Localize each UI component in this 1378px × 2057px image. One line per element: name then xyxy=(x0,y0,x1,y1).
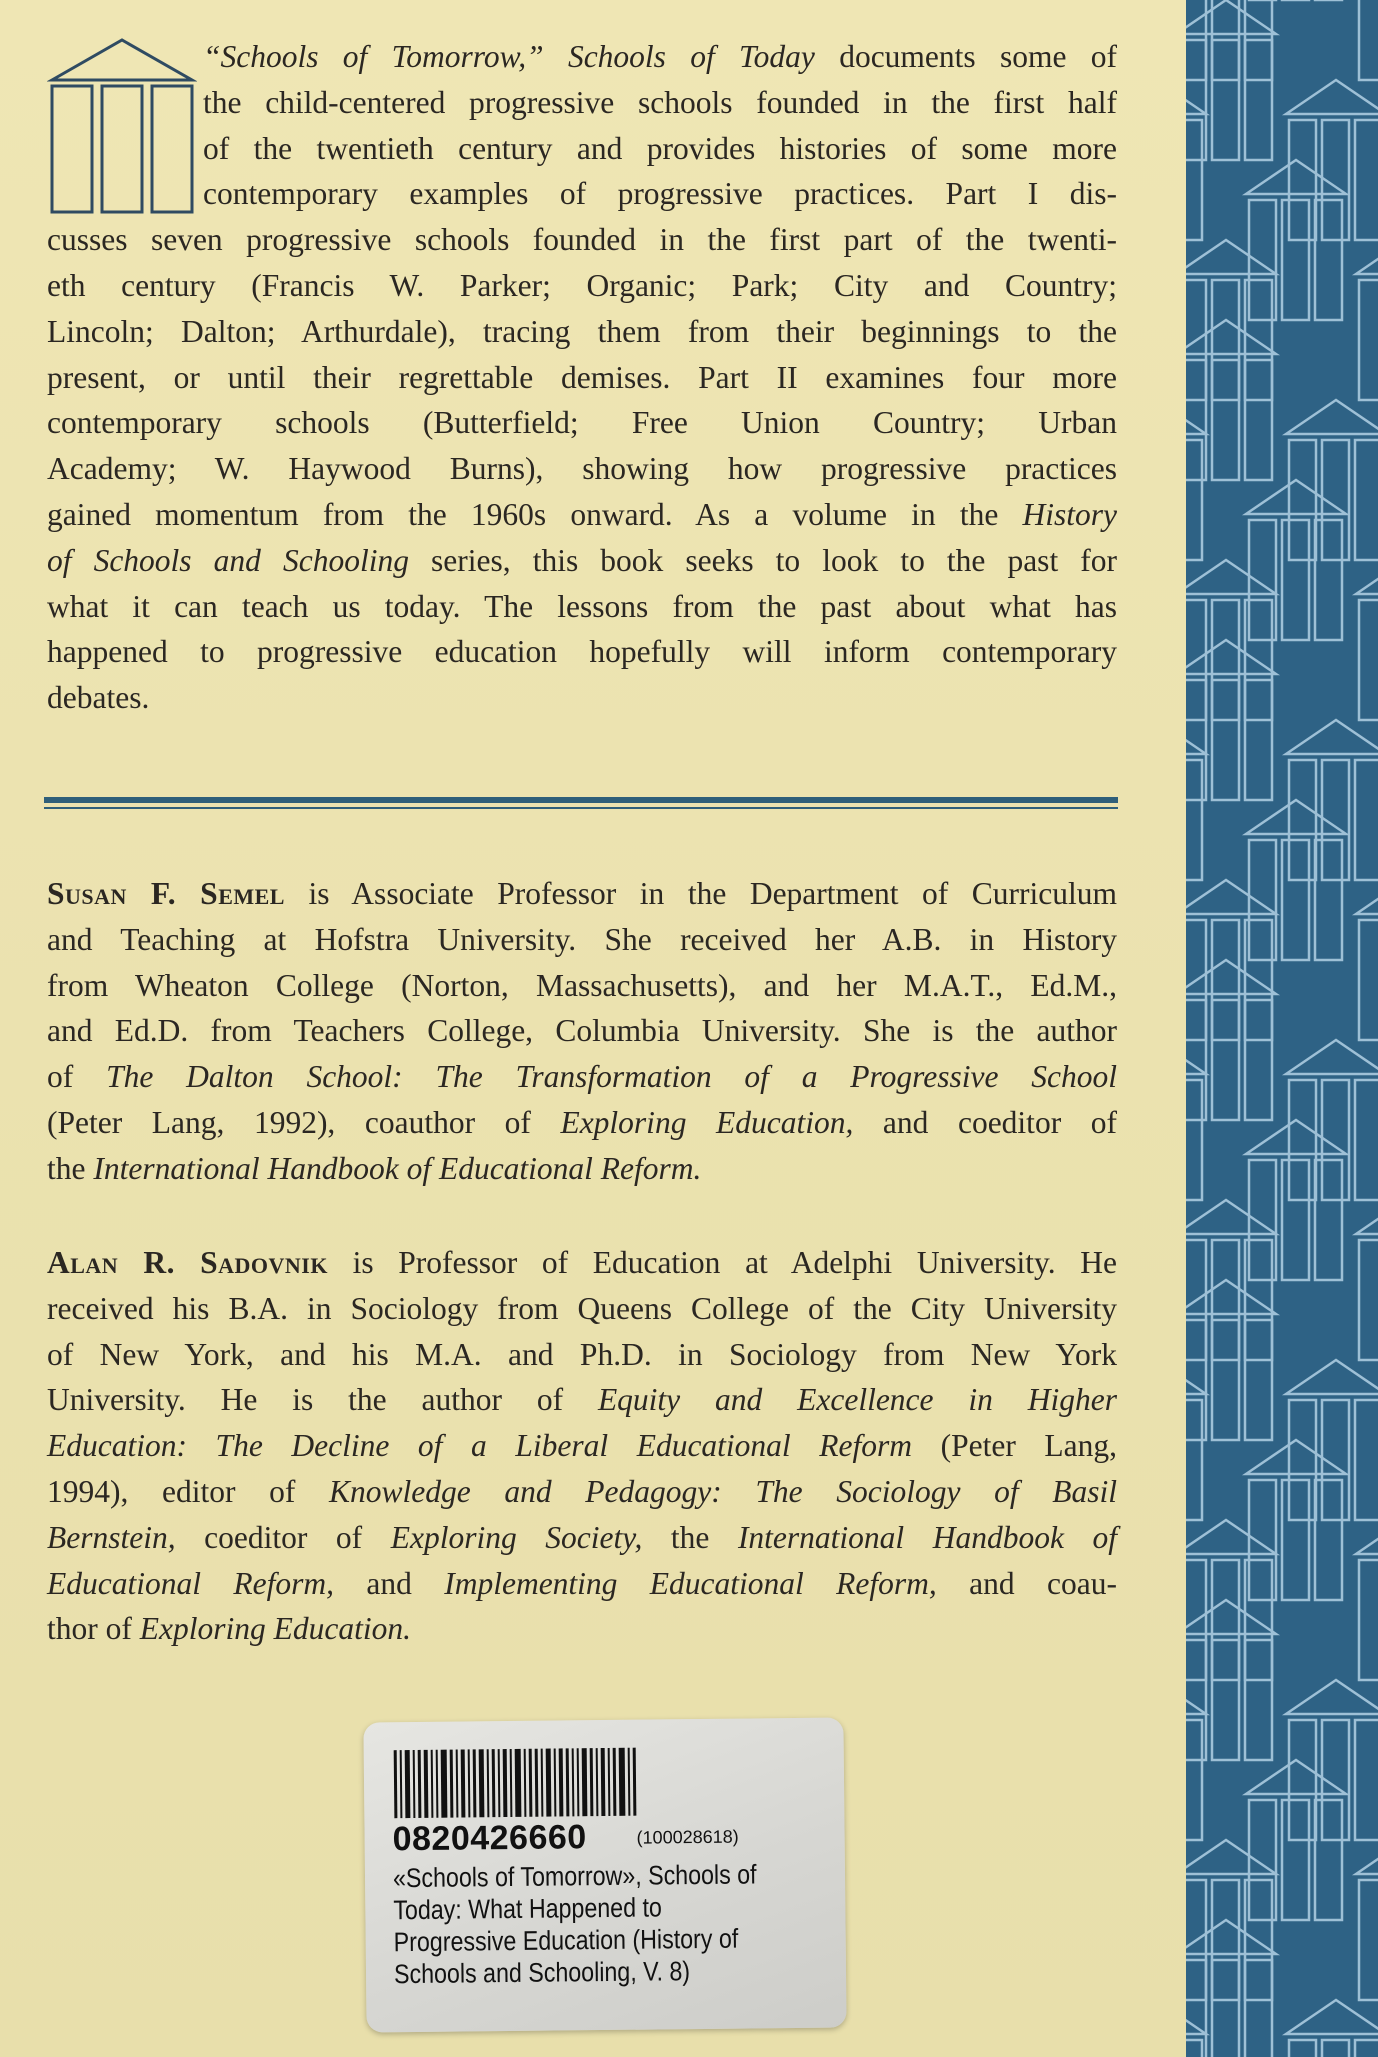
barcode-bar xyxy=(498,1749,501,1817)
barcode-bar xyxy=(628,1748,631,1816)
text-line: and Ed.D. from Teachers College, Columbia University. She is the author xyxy=(47,1013,1117,1049)
building-icon xyxy=(1286,720,1378,880)
text-line: “Schools of Tomorrow,” Schools of Today documents some of xyxy=(203,39,1117,74)
logo-wrapper xyxy=(47,36,197,214)
barcode-bar xyxy=(596,1748,599,1816)
barcode-bar xyxy=(546,1749,552,1817)
barcode-bar xyxy=(479,1749,485,1817)
barcode-bar xyxy=(601,1748,606,1816)
barcode-bar xyxy=(572,1748,575,1816)
text-line: contemporary examples of progressive practices. Part I dis- xyxy=(203,176,1117,212)
barcode-bar xyxy=(473,1749,477,1817)
text-line: Educational Reform, and Implementing Educational Reform, and coau- xyxy=(47,1565,1117,1601)
text-line: debates. xyxy=(47,680,150,716)
text-line: of New York, and his M.A. and Ph.D. in Sociology from New York xyxy=(47,1336,1117,1372)
text-line: Bernstein, coeditor of Exploring Society, the International Handbook of xyxy=(47,1519,1118,1555)
barcode-bar xyxy=(413,1750,416,1818)
item-id: (100028618) xyxy=(636,1826,739,1848)
text-line: and Teaching at Hofstra University. She received her A.B. in History xyxy=(47,921,1117,957)
description-lines xyxy=(47,34,1117,721)
barcode-bar xyxy=(535,1749,539,1817)
barcode-bar xyxy=(400,1750,403,1818)
barcode-bar xyxy=(450,1750,454,1818)
building-icon xyxy=(1356,1200,1378,1360)
barcode-bar xyxy=(441,1750,448,1818)
barcode-bar xyxy=(436,1750,439,1818)
barcode-bar xyxy=(456,1750,459,1818)
schoolhouse-columns-icon xyxy=(47,36,197,214)
text-line: contemporary schools (Butterfield; Free Union Country; Urban xyxy=(47,405,1117,441)
isbn-number: 0820426660 xyxy=(392,1818,587,1859)
building-icon xyxy=(1186,2000,1206,2057)
barcode-bar xyxy=(559,1748,564,1816)
barcode-bar xyxy=(554,1749,557,1817)
divider-thin xyxy=(44,807,1118,809)
barcode-bar xyxy=(424,1750,429,1818)
divider-thick xyxy=(44,797,1118,803)
decorative-building-pattern-panel xyxy=(1186,0,1378,2057)
barcode-bar xyxy=(577,1748,580,1816)
building-icon xyxy=(1356,1840,1378,2000)
text-line: of The Dalton School: The Transformation of a Progressive School xyxy=(47,1059,1117,1095)
text-line: (Peter Lang, 1992), coauthor of Exploring Education, and coeditor of xyxy=(47,1104,1117,1140)
text-line: the International Handbook of Educational Reform. xyxy=(47,1150,702,1186)
text-line: cusses seven progressive schools founded in the first part of the twenti- xyxy=(47,222,1117,258)
barcode-bar xyxy=(394,1750,398,1818)
building-icon xyxy=(1286,80,1378,240)
author-name: Alan R. Sadovnik xyxy=(47,1245,328,1280)
barcode-bar xyxy=(608,1748,611,1816)
text-line: Education: The Decline of a Liberal Educational Reform (Peter Lang, xyxy=(47,1428,1118,1464)
bio-line: Susan F. Semel is Associate Professor in the Department of Curriculum xyxy=(47,876,1118,911)
text-line: gained momentum from the 1960s onward. As a volume in the History xyxy=(47,496,1117,532)
text-line: Lincoln; Dalton; Arthurdale), tracing them from their beginnings to the xyxy=(47,313,1117,349)
barcode-bar xyxy=(582,1748,588,1816)
building-icon xyxy=(1356,1520,1378,1680)
barcode-bar xyxy=(418,1750,422,1818)
text-line: thor of Exploring Education. xyxy=(47,1611,411,1647)
author-name: Susan F. Semel xyxy=(47,876,285,911)
text-line: of the twentieth century and provides histories of some more xyxy=(203,130,1117,166)
text-line: from Wheaton College (Norton, Massachusetts), and her M.A.T., Ed.M., xyxy=(47,967,1117,1003)
building-icon xyxy=(1356,880,1378,1040)
barcode-bar xyxy=(515,1749,522,1817)
text-line: eth century (Francis W. Parker; Organic; Park; City and Country; xyxy=(47,267,1117,303)
barcode-bar xyxy=(431,1750,434,1818)
barcode-icon xyxy=(394,1747,740,1819)
barcode-bar xyxy=(461,1749,466,1817)
barcode-bar xyxy=(619,1748,626,1816)
barcode-bar xyxy=(487,1749,490,1817)
bio-line: Alan R. Sadovnik is Professor of Education at Adelphi University. He xyxy=(47,1245,1117,1280)
barcode-bar xyxy=(566,1748,570,1816)
book-description xyxy=(47,34,1117,721)
text-line: present, or until their regrettable demises. Part II examines four more xyxy=(47,359,1117,395)
text-line: what it can teach us today. The lessons from the past about what has xyxy=(47,588,1117,624)
author-bio-semel xyxy=(47,871,1117,1192)
barcode-bar xyxy=(468,1749,471,1817)
text-line: of Schools and Schooling series, this book seeks to look to the past for xyxy=(47,542,1117,578)
text-line: the child-centered progressive schools founded in the first half xyxy=(203,84,1117,120)
building-icon xyxy=(1286,1360,1378,1520)
building-icon xyxy=(1286,1040,1378,1200)
barcode-bar xyxy=(541,1749,544,1817)
text-line: happened to progressive education hopefully will inform contemporary xyxy=(47,634,1117,670)
barcode-bar xyxy=(529,1749,533,1817)
text-line: received his B.A. in Sociology from Queens College of the City University xyxy=(47,1290,1117,1326)
building-icon xyxy=(1286,2000,1378,2057)
building-icon xyxy=(1356,560,1378,720)
building-icon xyxy=(1286,400,1378,560)
barcode-bar xyxy=(492,1749,496,1817)
text-line: 1994), editor of Knowledge and Pedagogy: The Sociology of Basil xyxy=(47,1473,1117,1509)
barcode-bar xyxy=(503,1749,508,1817)
barcode-bar xyxy=(590,1748,594,1816)
building-icon xyxy=(1356,0,1378,80)
building-icon xyxy=(1356,240,1378,400)
barcode-sticker xyxy=(363,1717,846,2032)
barcode-bar xyxy=(405,1750,411,1818)
barcode-bar xyxy=(510,1749,513,1817)
building-icon xyxy=(1186,1920,1276,2057)
text-line: University. He is the author of Equity and Excellence in Higher xyxy=(47,1382,1117,1418)
text-line: Academy; W. Haywood Burns), showing how progressive practices xyxy=(47,451,1117,487)
sticker-title: «Schools of Tomorrow», Schools of Today: What Happened to Progressive Education (History of Schools and Schooling, V. 8) xyxy=(392,1859,757,1990)
author-bio-sadovnik xyxy=(47,1240,1117,1652)
barcode-bar xyxy=(524,1749,527,1817)
barcode-bar xyxy=(613,1748,617,1816)
building-icon xyxy=(1286,1680,1378,1840)
barcode-bar xyxy=(633,1748,637,1816)
building-pattern-icon xyxy=(1186,0,1378,2057)
